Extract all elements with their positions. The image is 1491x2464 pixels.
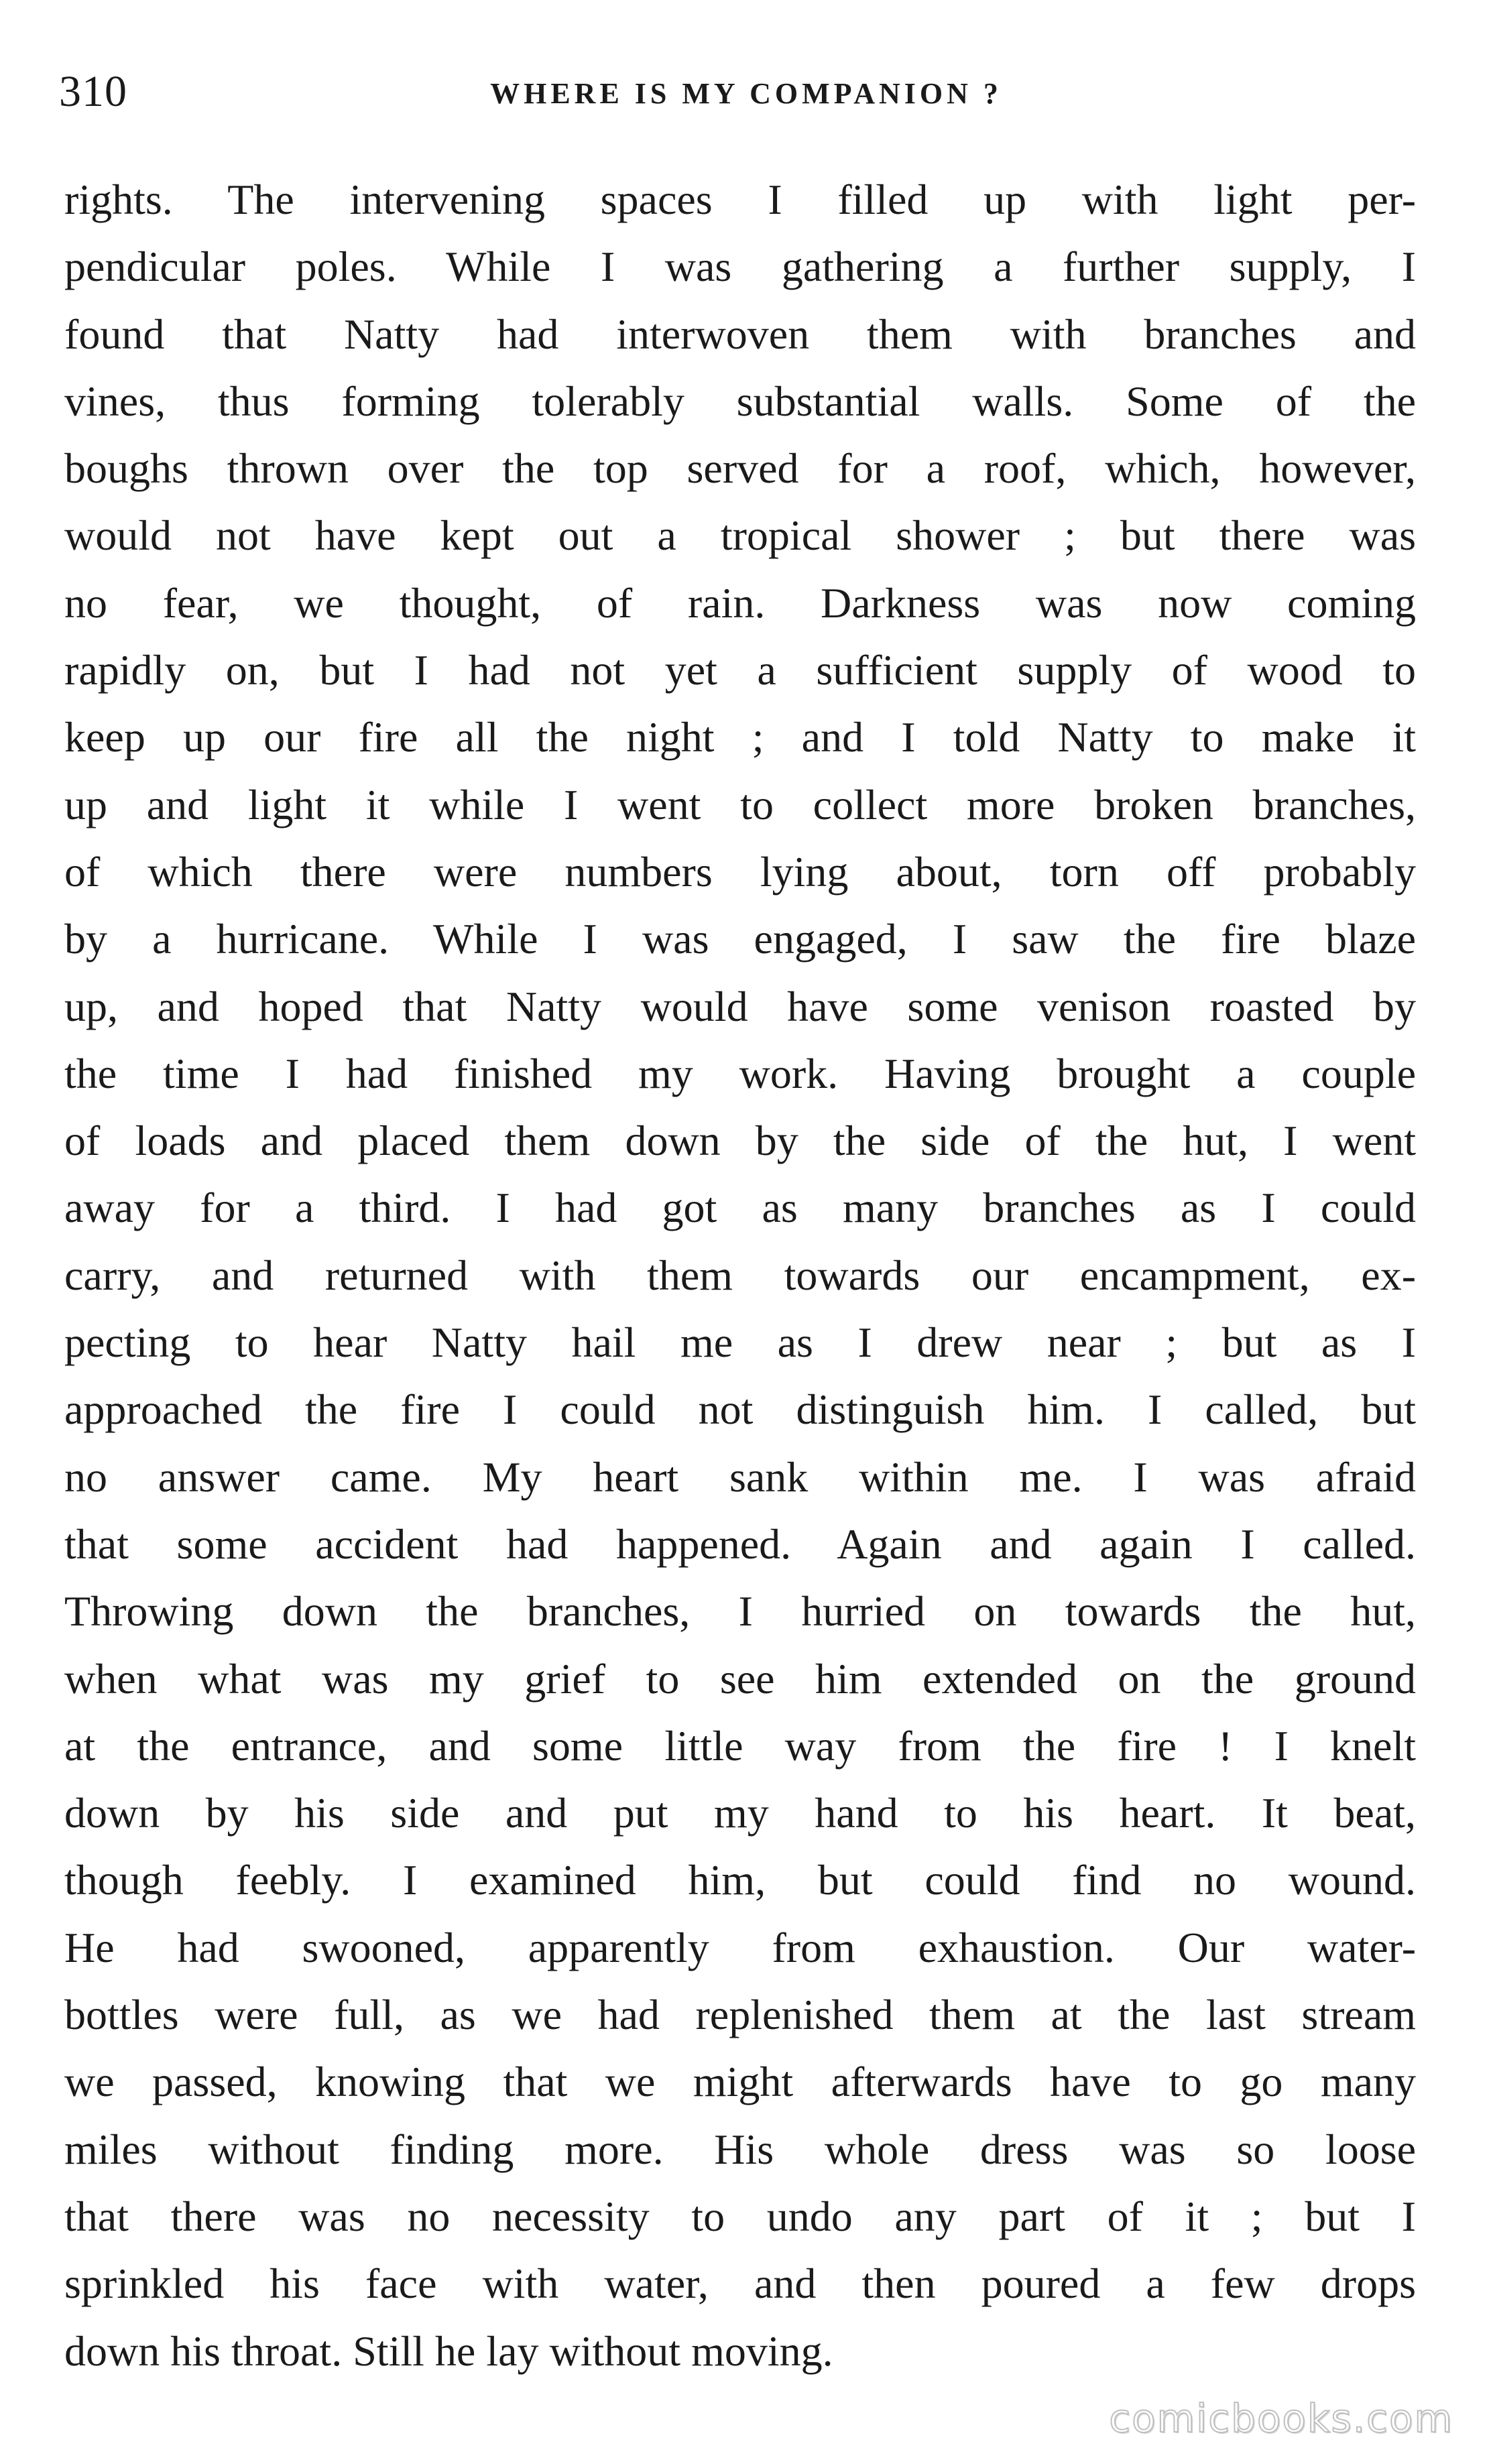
text-line: boughs thrown over the top served for a roof, which, however, bbox=[64, 444, 1416, 493]
text-line: would not have kept out a tropical shower ; but there was bbox=[64, 511, 1416, 560]
text-line: that some accident had happened. Again and again I called. bbox=[64, 1520, 1416, 1568]
text-line: rights. The intervening spaces I filled up with light per- bbox=[64, 176, 1416, 223]
text-line: Throwing down the branches, I hurried on towards the hut, bbox=[64, 1587, 1416, 1636]
text-line: of loads and placed them down by the side of the hut, I went bbox=[64, 1117, 1416, 1165]
text-line: down by his side and put my hand to his heart. It beat, bbox=[64, 1789, 1416, 1837]
text-line: vines, thus forming tolerably substantial walls. Some of the bbox=[64, 377, 1416, 425]
text-line: by a hurricane. While I was engaged, I saw the fire blaze bbox=[64, 915, 1416, 963]
text-line: no answer came. My heart sank within me. I was afraid bbox=[64, 1453, 1416, 1501]
text-line: up, and hoped that Natty would have some venison roasted by bbox=[64, 982, 1416, 1030]
text-line: the time I had finished my work. Having brought a couple bbox=[64, 1049, 1416, 1097]
text-line: up and light it while I went to collect more broken branches, bbox=[64, 780, 1416, 828]
text-line: keep up our fire all the night ; and I told Natty to make it bbox=[64, 713, 1416, 761]
text-line: approached the fire I could not distinguish him. I called, but bbox=[64, 1385, 1416, 1434]
text-line: down his throat. Still he lay without moving. bbox=[64, 2327, 833, 2375]
text-line: no fear, we thought, of rain. Darkness was now coming bbox=[64, 578, 1416, 627]
text-line: pendicular poles. While I was gathering a further supply, I bbox=[64, 243, 1416, 291]
text-line: miles without finding more. His whole dress was so loose bbox=[64, 2125, 1416, 2173]
running-title: WHERE IS MY COMPANION ? bbox=[490, 77, 1002, 110]
text-line: at the entrance, and some little way from the fire ! I knelt bbox=[64, 1721, 1416, 1770]
text-line: He had swooned, apparently from exhaustion. Our water- bbox=[64, 1923, 1416, 1971]
text-line: though feebly. I examined him, but could find no wound. bbox=[64, 1856, 1416, 1904]
text-line: when what was my grief to see him extended on the ground bbox=[64, 1654, 1416, 1703]
text-line: rapidly on, but I had not yet a sufficient supply of wood to bbox=[64, 646, 1416, 694]
page-number: 310 bbox=[59, 67, 127, 116]
watermark: comicbooks.com bbox=[1109, 2396, 1453, 2441]
text-line: found that Natty had interwoven them with branches and bbox=[64, 310, 1416, 358]
body-text bbox=[64, 166, 1416, 2385]
text-line: carry, and returned with them towards our encampment, ex- bbox=[64, 1251, 1416, 1299]
text-line: we passed, knowing that we might afterwards have to go many bbox=[64, 2058, 1416, 2106]
text-line: pecting to hear Natty hail me as I drew near ; but as I bbox=[64, 1318, 1416, 1367]
text-line: that there was no necessity to undo any part of it ; but I bbox=[64, 2192, 1416, 2240]
running-header bbox=[59, 62, 1433, 122]
text-line: of which there were numbers lying about, torn off probably bbox=[64, 847, 1416, 896]
text-line: away for a third. I had got as many branches as I could bbox=[64, 1184, 1416, 1232]
text-line: bottles were full, as we had replenished them at the last stream bbox=[64, 1991, 1416, 2039]
text-line: sprinkled his face with water, and then poured a few drops bbox=[64, 2260, 1416, 2308]
